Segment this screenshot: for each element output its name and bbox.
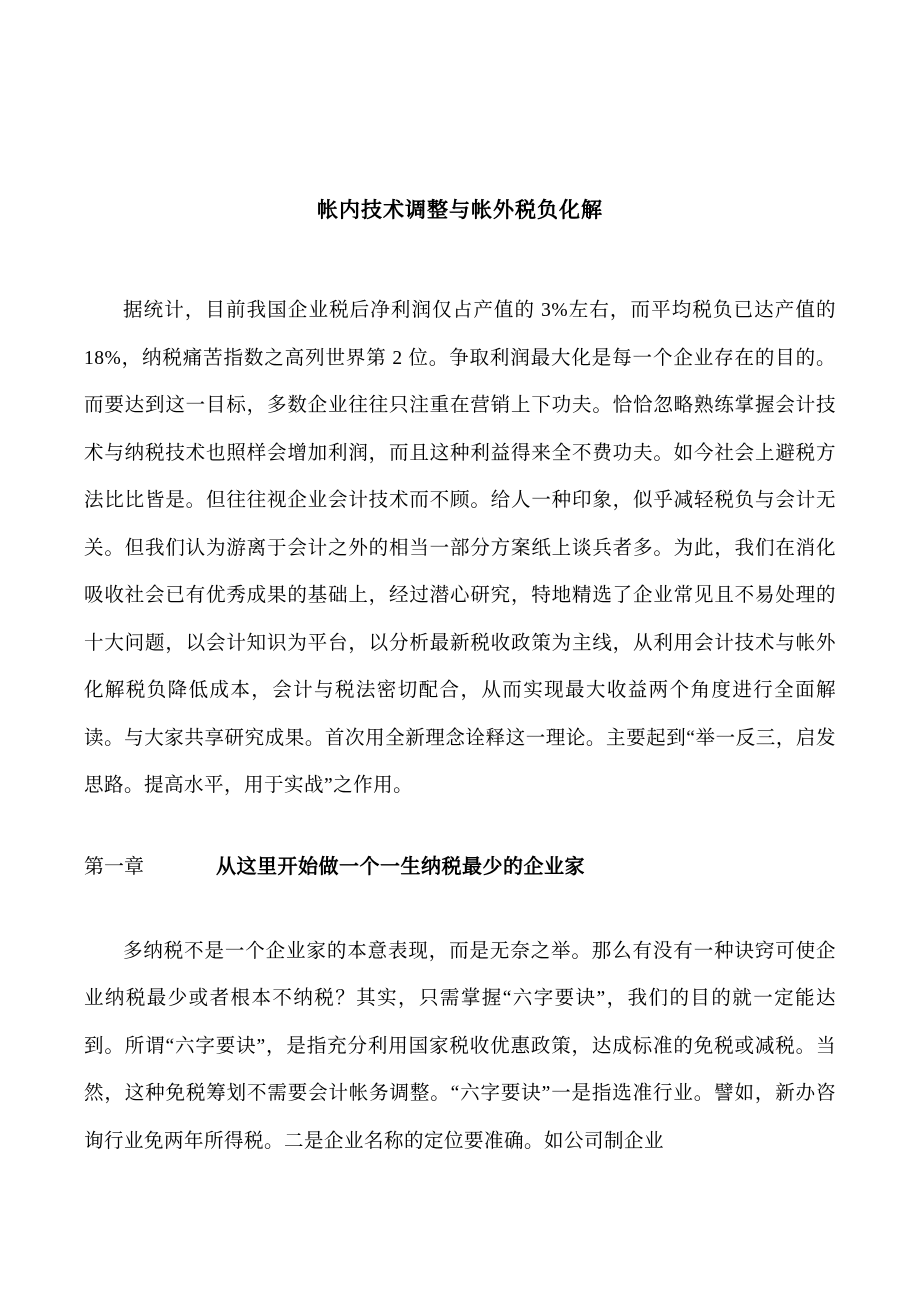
chapter-heading xyxy=(84,844,836,891)
chapter-number: 第一章 xyxy=(84,855,144,878)
intro-paragraph: 据统计，目前我国企业税后净利润仅占产值的 3%左右，而平均税负已达产值的 18%，纳税痛苦指数之高列世界第 2 位。争取利润最大化是每一个企业存在的目的。而要达到这一目标，多数企业往往只注重在营销上下功夫。恰恰忽略熟练掌握会计技术与纳税技术也照样会增加利润，而且这种利益得来全不费功夫。如今社会上避税方法比比皆是。但往往视企业会计技术而不顾。给人一种印象，似乎减轻税负与会计无关。但我们认为游离于会计之外的相当一部分方案纸上谈兵者多。为此，我们在消化吸收社会已有优秀成果的基础上，经过潜心研究，特地精选了企业常见且不易处理的十大问题，以会计知识为平台，以分析最新税收政策为主线，从利用会计技术与帐外化解税负降低成本，会计与税法密切配合，从而实现最大收益两个角度进行全面解读。与大家共享研究成果。首次用全新理念诠释这一理论。主要起到“举一反三，启发思路。提高水平，用于实战”之作用。 xyxy=(84,300,836,797)
chapter-title: 从这里开始做一个一生纳税最少的企业家 xyxy=(216,855,585,878)
chapter-paragraph: 多纳税不是一个企业家的本意表现，而是无奈之举。那么有没有一种诀窍可使企业纳税最少或者根本不纳税？其实，只需掌握“六字要诀”，我们的目的就一定能达到。所谓“六字要诀”，是指充分利用国家税收优惠政策，达成标准的免税或减税。当然，这种免税筹划不需要会计帐务调整。“六字要诀”一是指选准行业。譬如，新办咨询行业免两年所得税。二是企业名称的定位要准确。如公司制企业 xyxy=(84,940,836,1152)
document-title: 帐内技术调整与帐外税负化解 xyxy=(317,198,603,222)
